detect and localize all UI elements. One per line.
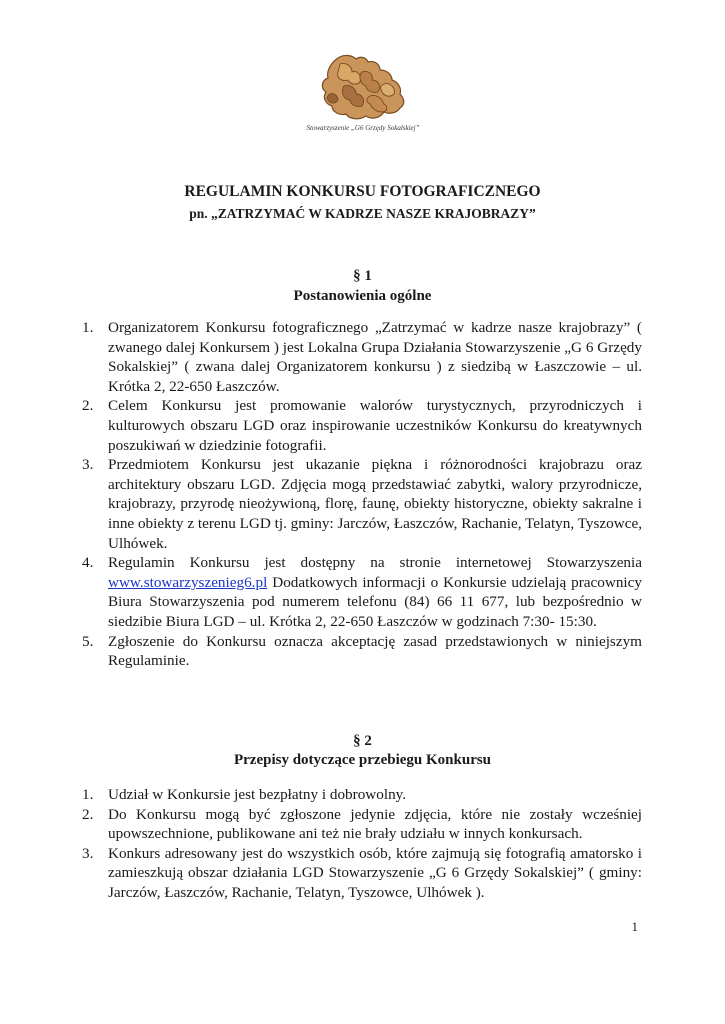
page-number: 1 <box>631 919 638 934</box>
list-item-text-after-link: Dodatkowych informacji o Konkursie udzielają pracownicy Biura Stowarzyszenia pod numerem telefonu (84) 66 11 677, lub bezpośrednio w siedzibie Biura LGD – ul. Krótka 2, 22-650 Łaszczów w godzinach 7:30- 15:30. <box>108 573 642 630</box>
list-item-number: 3. <box>82 456 94 474</box>
list-item <box>82 318 642 396</box>
list-item-text: Celem Konkursu jest promowanie walorów turystycznych, przyrodniczych i kulturowych obszaru LGD oraz inspirowanie uczestników Konkursu do kreatywnych poszukiwań w dziedzinie fotografii. <box>108 397 642 454</box>
list-item <box>82 844 642 903</box>
list-item <box>82 632 642 671</box>
section-1-heading: Postanowienia ogólne <box>293 288 432 304</box>
document-title: REGULAMIN KONKURSU FOTOGRAFICZNEGO <box>184 183 541 200</box>
logo-caption: Stowarzyszenie „G6 Grzędy Sokalskiej” <box>306 124 420 132</box>
list-item <box>82 785 642 805</box>
list-item-text-before-link: Regulamin Konkursu jest dostępny na stronie internetowej Stowarzyszenia <box>108 554 642 572</box>
section-1-list <box>82 318 642 671</box>
logo-map-icon <box>300 52 422 132</box>
list-item-text: Organizatorem Konkursu fotograficznego „Zatrzymać w kadrze nasze krajobrazy” ( zwanego dalej Konkursem ) jest Lokalna Grupa Działania Stowarzyszenie „G 6 Grzędy Sokalskiej” ( zwana dalej Organizatorem konkursu ) z siedzibą w Łaszczowie – ul. Krótka 2, 22-650 Łaszczów. <box>108 319 642 395</box>
list-item-number: 5. <box>82 632 94 650</box>
list-item-number: 1. <box>82 786 94 803</box>
list-item-text: Zgłoszenie do Konkursu oznacza akceptację zasad przedstawionych w niniejszym Regulaminie. <box>108 632 642 670</box>
section-2-number: § 2 <box>353 733 372 749</box>
list-item <box>82 455 642 553</box>
section-1-number: § 1 <box>353 268 372 284</box>
section-2-list <box>82 785 642 903</box>
list-item-number: 4. <box>82 554 94 572</box>
list-item-text: Przedmiotem Konkursu jest ukazanie piękna i różnorodności krajobrazu oraz architektury obszaru LGD. Zdjęcia mogą przedstawiać zabytki, walory przyrodnicze, krajobrazy, przyrodę nieożywioną, florę, faunę, obiekty historyczne, obiekty sakralne i inne obiekty z terenu LGD tj. gminy: Jarczów, Łaszczów, Rachanie, Telatyn, Tyszowce, Ulhówek. <box>108 456 642 552</box>
section-2-heading: Przepisy dotyczące przebiegu Konkursu <box>233 752 492 768</box>
list-item <box>82 805 642 844</box>
list-item-text: Do Konkursu mogą być zgłoszone jedynie zdjęcia, które nie zostały wcześniej upowszechnione, publikowane ani też nie brały udziału w innych konkursach. <box>108 805 642 843</box>
list-item-number: 1. <box>82 319 94 336</box>
list-item <box>82 553 642 631</box>
list-item-text: Udział w Konkursie jest bezpłatny i dobrowolny. <box>108 786 407 803</box>
document-subtitle: pn. „ZATRZYMAĆ W KADRZE NASZE KRAJOBRAZY” <box>189 206 536 221</box>
list-item-number: 2. <box>82 397 94 415</box>
website-link[interactable]: www.stowarzyszenieg6.pl <box>108 573 268 591</box>
list-item-number: 3. <box>82 844 94 862</box>
list-item-number: 2. <box>82 805 94 823</box>
list-item-text: Konkurs adresowany jest do wszystkich osób, które zajmują się fotografią amatorsko i zamieszkują obszar działania LGD Stowarzyszenie „G 6 Grzędy Sokalskiej” ( gminy: Jarczów, Łaszczów, Rachanie, Telatyn, Tyszowce, Ulhówek ). <box>108 844 642 901</box>
list-item <box>82 396 642 455</box>
